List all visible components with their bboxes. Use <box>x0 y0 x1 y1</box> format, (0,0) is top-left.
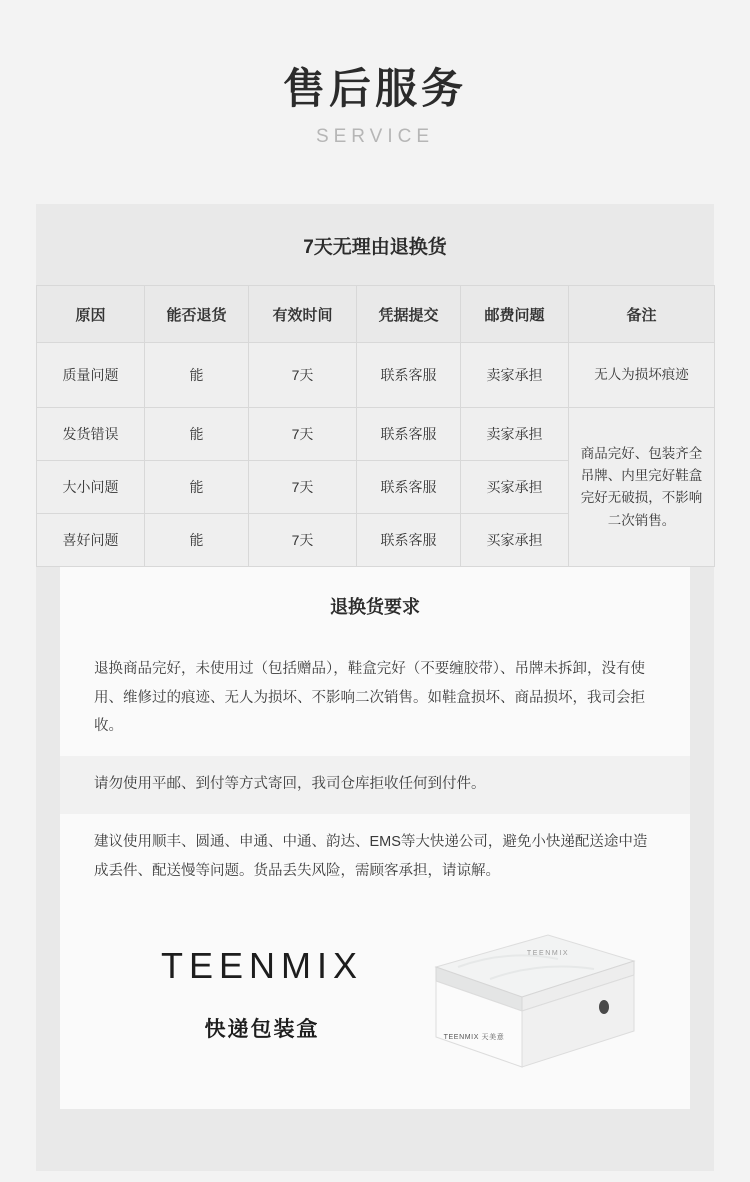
cell-returnable: 能 <box>145 461 249 514</box>
brand-name: TEENMIX <box>160 944 363 986</box>
cell-reason: 大小问题 <box>37 461 145 514</box>
brand-caption: 快递包装盒 <box>204 1017 320 1041</box>
cell-proof: 联系客服 <box>357 408 461 461</box>
cell-valid-time: 7天 <box>249 343 357 408</box>
cell-reason: 质量问题 <box>37 343 145 408</box>
column-header-remark: 备注 <box>569 286 715 343</box>
cell-valid-time: 7天 <box>249 408 357 461</box>
service-card <box>36 204 714 1171</box>
cell-freight: 卖家承担 <box>461 343 569 408</box>
column-header-valid-time: 有效时间 <box>249 286 357 343</box>
cell-freight: 买家承担 <box>461 514 569 567</box>
page-header <box>0 0 750 148</box>
column-header-returnable: 能否退货 <box>145 286 249 343</box>
column-header-freight: 邮费问题 <box>461 286 569 343</box>
cell-reason: 喜好问题 <box>37 514 145 567</box>
brand-text-block <box>122 945 402 1043</box>
requirement-item: 退换商品完好，未使用过（包括赠品），鞋盒完好（不要缠胶带）、吊牌未拆卸，没有使用、维修过的痕迹、无人为损坏、不影响二次销售。如鞋盒损坏、商品损坏，我司会拒收。 <box>60 641 690 756</box>
requirements-title: 退换货要求 <box>60 567 690 641</box>
requirements-section <box>60 567 690 901</box>
column-header-proof: 凭据提交 <box>357 286 461 343</box>
cell-valid-time: 7天 <box>249 461 357 514</box>
table-row <box>37 408 715 461</box>
page-title: 售后服务 <box>282 65 467 112</box>
column-header-reason: 原因 <box>37 286 145 343</box>
returns-table <box>36 285 715 567</box>
cell-remark-merged: 商品完好、包装齐全吊牌、内里完好鞋盒完好无破损，不影响二次销售。 <box>569 408 715 567</box>
cell-reason: 发货错误 <box>37 408 145 461</box>
requirement-item: 建议使用顺丰、圆通、申通、中通、韵达、EMS等大快递公司，避免小快递配送途中造成丢件、配送慢等问题。货品丢失风险，需顾客承担，请谅解。 <box>60 814 690 901</box>
svg-text:TEENMIX 天美意: TEENMIX 天美意 <box>443 1033 505 1041</box>
cell-returnable: 能 <box>145 408 249 461</box>
card-bottom-spacer <box>36 1109 714 1171</box>
cell-valid-time: 7天 <box>249 514 357 567</box>
cell-proof: 联系客服 <box>357 343 461 408</box>
cell-freight: 买家承担 <box>461 461 569 514</box>
cell-returnable: 能 <box>145 514 249 567</box>
cell-proof: 联系客服 <box>357 461 461 514</box>
cell-returnable: 能 <box>145 343 249 408</box>
page-subtitle: SERVICE <box>315 126 435 148</box>
svg-text:TEENMIX: TEENMIX <box>526 949 570 957</box>
brand-section <box>60 901 690 1109</box>
table-header-row <box>37 286 715 343</box>
cell-freight: 卖家承担 <box>461 408 569 461</box>
table-row <box>37 343 715 408</box>
cell-remark-first: 无人为损坏痕迹 <box>569 343 715 408</box>
table-title: 7天无理由退换货 <box>36 204 714 285</box>
cell-proof: 联系客服 <box>357 514 461 567</box>
requirement-item: 请勿使用平邮、到付等方式寄回，我司仓库拒收任何到付件。 <box>60 756 690 814</box>
shipping-box-image <box>398 927 638 1077</box>
